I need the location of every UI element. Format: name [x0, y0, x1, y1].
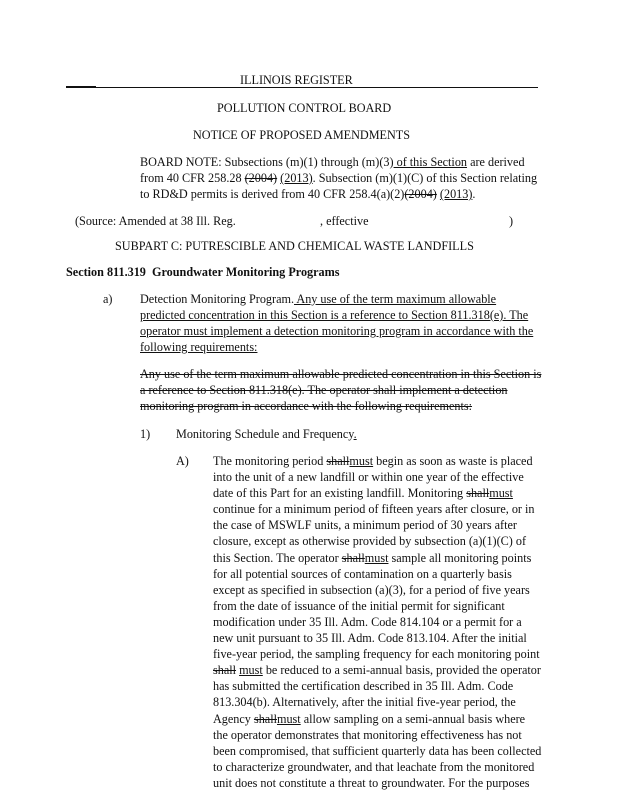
inserted-text: .: [353, 427, 357, 441]
inserted-text: must: [239, 663, 263, 678]
item-A-line: [213, 566, 541, 582]
item-a-text: Detection Monitoring Program.: [140, 292, 295, 306]
section-heading: [66, 264, 340, 280]
inserted-text: must: [489, 486, 513, 501]
section-number: Section 811.319: [66, 265, 146, 279]
board-note-text: BOARD NOTE: Subsections (m)(1) through (m)(3): [140, 155, 394, 169]
item-A-text: begin as soon as waste is placed: [373, 454, 533, 468]
inserted-text: (2013): [439, 187, 473, 201]
deleted-text: shall: [466, 486, 490, 501]
section-title: Groundwater Monitoring Programs: [152, 265, 340, 279]
item-A-text: except as specified in subsection (a)(3), for a period of five years: [213, 582, 530, 597]
item-A-paragraph: [213, 453, 541, 791]
item-A-line: [213, 678, 541, 694]
inserted-text: Any use of the term maximum allowable: [294, 292, 497, 306]
register-title: ILLINOIS REGISTER: [240, 73, 353, 87]
item-A-line: [213, 662, 541, 678]
item-1-marker: 1): [140, 427, 151, 441]
board-note-text: to RD&D permits is derived from 40 CFR 258.4(a)(2): [140, 187, 405, 201]
item-A-text: date of this Part for an existing landfill. Monitoring: [213, 486, 467, 501]
item-A-text: the case of MSWLF units, a minimum period of 30 years after: [213, 518, 517, 533]
inserted-text: predicted concentration in this Section is a reference to Section 811.318(e). The: [140, 308, 529, 322]
item-A-text: continue for a minimum period of fifteen years after closure, or in: [213, 502, 535, 517]
item-a-line-4: [140, 339, 257, 355]
item-1-heading: [176, 426, 357, 442]
item-A-line: [213, 727, 541, 743]
item-A-line: [213, 743, 541, 759]
item-A-line: [213, 550, 541, 566]
item-A-text: from the date of issuance of the initial permit for significant: [213, 598, 505, 613]
item-A-line: [213, 533, 541, 549]
deleted-text: monitoring program in accordance with the following requirements:: [140, 399, 473, 413]
inserted-text: following requirements:: [140, 340, 258, 354]
board-note-text: . Subsection (m)(1)(C) of this Section relating: [312, 171, 538, 185]
item-A-text: to characterize groundwater, and that leachate from the monitored: [213, 759, 535, 774]
item-A-text: be reduced to a semi-annual basis, provided the operator: [262, 663, 541, 678]
board-note-text: are derived: [467, 155, 525, 169]
deleted-text: shall: [326, 454, 350, 468]
inserted-text: must: [364, 550, 389, 565]
board-note-text: from 40 CFR 258.28: [140, 171, 245, 185]
item-A-line: [213, 582, 541, 598]
board-name: POLLUTION CONTROL BOARD: [217, 101, 392, 115]
item-A-line: [213, 759, 541, 775]
item-A-line: [213, 630, 541, 646]
deleted-text: (2004): [404, 187, 437, 201]
item-a-deleted-2: [140, 382, 508, 398]
item-A-line: [213, 711, 541, 727]
item-A-text: for all potential sources of contamination on a quarterly basis: [213, 566, 512, 581]
inserted-text: of this Section: [393, 155, 468, 169]
item-a-marker: a): [103, 292, 113, 306]
item-A-text: Agency: [213, 711, 254, 726]
item-A-text: the operator demonstrates that monitoring effectiveness has not: [213, 727, 522, 742]
item-A-text: been compromised, that sufficient quarterly data has been collected: [213, 743, 542, 758]
subpart-heading: SUBPART C: PUTRESCIBLE AND CHEMICAL WASTE LANDFILLS: [115, 239, 474, 253]
inserted-text: must: [276, 711, 301, 726]
item-A-line: [213, 501, 541, 517]
item-A-marker: A): [176, 454, 189, 468]
item-A-text: this Section. The operator: [213, 550, 342, 565]
item-a-deleted-3: [140, 398, 472, 414]
item-A-text: unit does not constitute a threat to groundwater. For the purposes: [213, 775, 530, 790]
item-A-text: sample all monitoring points: [388, 550, 532, 565]
item-A-text: closure, except as otherwise provided by subsection (a)(1)(C) of: [213, 534, 527, 549]
item-A-line: [213, 775, 541, 791]
notice-title: NOTICE OF PROPOSED AMENDMENTS: [193, 128, 411, 142]
deleted-text: shall: [253, 711, 277, 726]
deleted-text: shall: [341, 550, 365, 565]
item-A-line: [213, 614, 541, 630]
inserted-text: operator must implement a detection monitoring program in accordance with the: [140, 324, 534, 338]
item-A-line: [213, 517, 541, 533]
item-a-deleted-1: [140, 366, 541, 382]
item-A-text: has submitted the certification described in 35 Ill. Adm. Code: [213, 679, 514, 694]
item-a-line-3: [140, 323, 533, 339]
board-note-line-2: [140, 170, 537, 186]
source-label: (Source: Amended at 38 Ill. Reg.: [75, 214, 236, 228]
header-rule: [66, 87, 538, 88]
inserted-text: (2013): [280, 171, 313, 185]
board-note-line-3: [140, 186, 475, 202]
item-A-line: [213, 646, 541, 662]
item-a-line-2: [140, 307, 528, 323]
item-A-text: into the unit of a new landfill or within one year of the effective: [213, 470, 524, 485]
item-A-line: [213, 694, 541, 710]
item-A-line: [213, 469, 541, 485]
source-effective: , effective: [320, 214, 369, 228]
board-note-text: .: [472, 187, 476, 201]
item-A-text: allow sampling on a semi-annual basis where: [300, 711, 526, 726]
item-A-text: 813.304(b). Alternatively, after the initial five-year period, the: [213, 695, 516, 710]
item-a-line-1: [140, 291, 496, 307]
item-A-text: five-year period, the sampling frequency for each monitoring point: [213, 647, 540, 662]
item-A-line: [213, 485, 541, 501]
deleted-text: Any use of the term maximum allowable predicted concentration in this Section is: [140, 367, 542, 381]
deleted-text: (2004): [244, 171, 278, 185]
source-close: ): [509, 214, 514, 228]
item-A-text: new unit pursuant to 35 Ill. Adm. Code 813.104. After the initial: [213, 631, 527, 646]
deleted-text: a reference to Section 811.318(e). The operator shall implement a detection: [140, 383, 508, 397]
item-1-text: Monitoring Schedule and Frequency: [176, 427, 354, 441]
item-A-text: modification under 35 Ill. Adm. Code 814.104 or a permit for a: [213, 614, 522, 629]
board-note-line-1: [140, 154, 525, 170]
deleted-text: shall: [213, 663, 237, 678]
item-A-line: [213, 453, 541, 469]
item-A-line: [213, 598, 541, 614]
inserted-text: must: [349, 454, 374, 468]
item-A-text: The monitoring period: [213, 454, 327, 468]
